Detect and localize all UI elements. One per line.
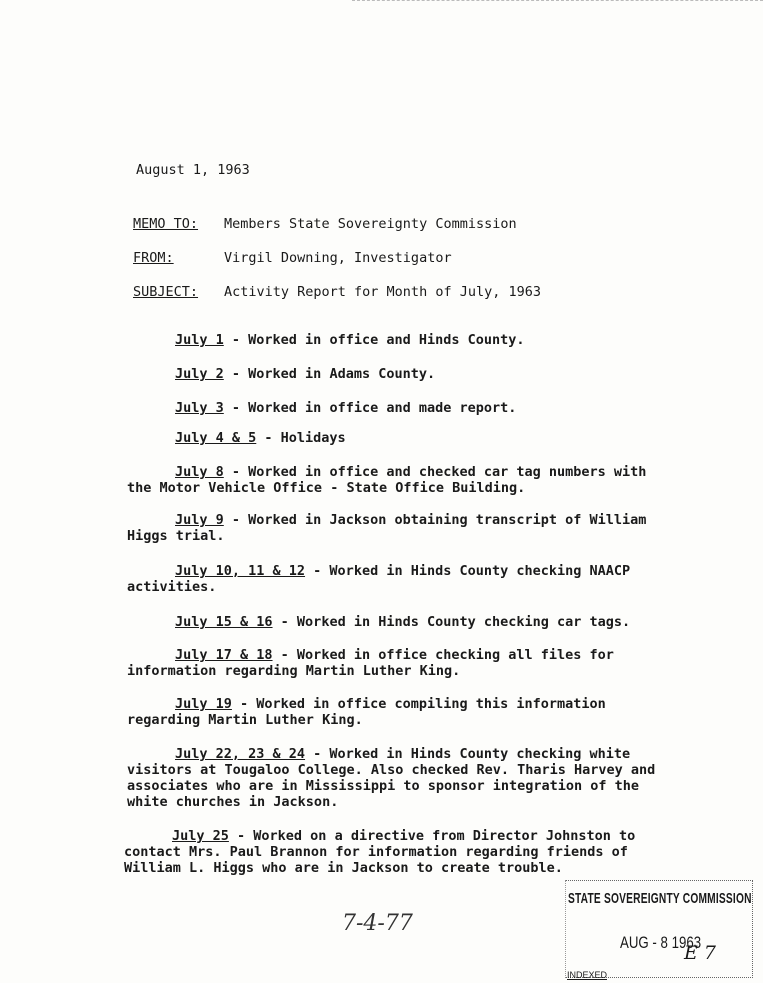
entry-text: - Worked in Hinds County checking white visitors at Tougaloo College. Also checked Rev. Tharis Harvey and associates who are in Mississippi to sponsor integration of the white churches in Jackson. xyxy=(127,746,656,810)
entry-date: July 19 xyxy=(175,696,232,712)
entry-text: - Worked in Jackson obtaining transcript of William Higgs trial. xyxy=(127,512,647,544)
entry-date: July 10, 11 & 12 xyxy=(175,563,306,579)
entry-july-10-12 xyxy=(127,563,667,595)
entry-july-19 xyxy=(127,696,667,728)
entry-july-17-18 xyxy=(127,647,667,679)
entry-july-25 xyxy=(124,828,657,876)
entry-july-15-16 xyxy=(127,614,667,630)
entry-july-2 xyxy=(127,366,667,382)
top-dashed-rule xyxy=(352,0,763,1)
entry-date: July 1 xyxy=(175,332,224,348)
entry-text: - Worked in Hinds County checking NAACP activities. xyxy=(127,563,631,595)
memo-to-value: Members State Sovereignty Commission xyxy=(224,216,517,232)
entry-date: July 17 & 18 xyxy=(175,647,273,663)
from-label: FROM: xyxy=(133,250,174,266)
entry-text: - Worked on a directive from Director Johnston to contact Mrs. Paul Brannon for information regarding friends of William L. Higgs who are in Jackson to create trouble. xyxy=(124,828,636,876)
subject-value: Activity Report for Month of July, 1963 xyxy=(224,284,541,300)
entry-text: - Worked in Adams County. xyxy=(223,366,436,382)
entry-text: - Worked in office and made report. xyxy=(223,400,517,416)
entry-text: - Worked in office and checked car tag numbers with the Motor Vehicle Office - State Office Building. xyxy=(127,464,647,496)
memo-date: August 1, 1963 xyxy=(136,162,250,178)
entry-july-9 xyxy=(127,512,667,544)
entry-july-1 xyxy=(127,332,667,348)
received-stamp xyxy=(565,880,753,978)
memo-to-label: MEMO TO: xyxy=(133,216,199,232)
stamp-date: AUG - 8 1963 xyxy=(620,933,702,952)
entry-date: July 2 xyxy=(175,366,224,382)
from-value: Virgil Downing, Investigator xyxy=(224,250,452,266)
handwritten-number: 7-4-77 xyxy=(342,911,413,936)
memo-to-line xyxy=(133,216,517,232)
subject-label: SUBJECT: xyxy=(133,284,199,300)
stamp-initials: E 7 xyxy=(684,942,716,964)
stamp-indexed-label: INDEXED xyxy=(567,970,608,980)
from-line xyxy=(133,250,452,266)
entry-july-4-5 xyxy=(127,430,667,446)
entry-date: July 9 xyxy=(175,512,224,528)
entry-date: July 8 xyxy=(175,464,224,480)
entry-text: - Worked in office compiling this information regarding Martin Luther King. xyxy=(127,696,606,728)
entry-text: - Holidays xyxy=(256,430,346,446)
entry-july-22-24 xyxy=(127,746,667,810)
entry-text: - Worked in Hinds County checking car tags. xyxy=(272,614,631,630)
entry-july-8 xyxy=(127,464,667,496)
subject-line xyxy=(133,284,541,300)
entry-date: July 3 xyxy=(175,400,224,416)
stamp-title: STATE SOVEREIGNTY COMMISSION xyxy=(568,890,752,907)
entry-text: - Worked in office checking all files for information regarding Martin Luther King. xyxy=(127,647,614,679)
entry-date: July 22, 23 & 24 xyxy=(175,746,306,762)
entry-date: July 4 & 5 xyxy=(175,430,257,446)
entry-date: July 25 xyxy=(172,828,229,844)
entry-text: - Worked in office and Hinds County. xyxy=(223,332,525,348)
entry-july-3 xyxy=(127,400,667,416)
entry-date: July 15 & 16 xyxy=(175,614,273,630)
